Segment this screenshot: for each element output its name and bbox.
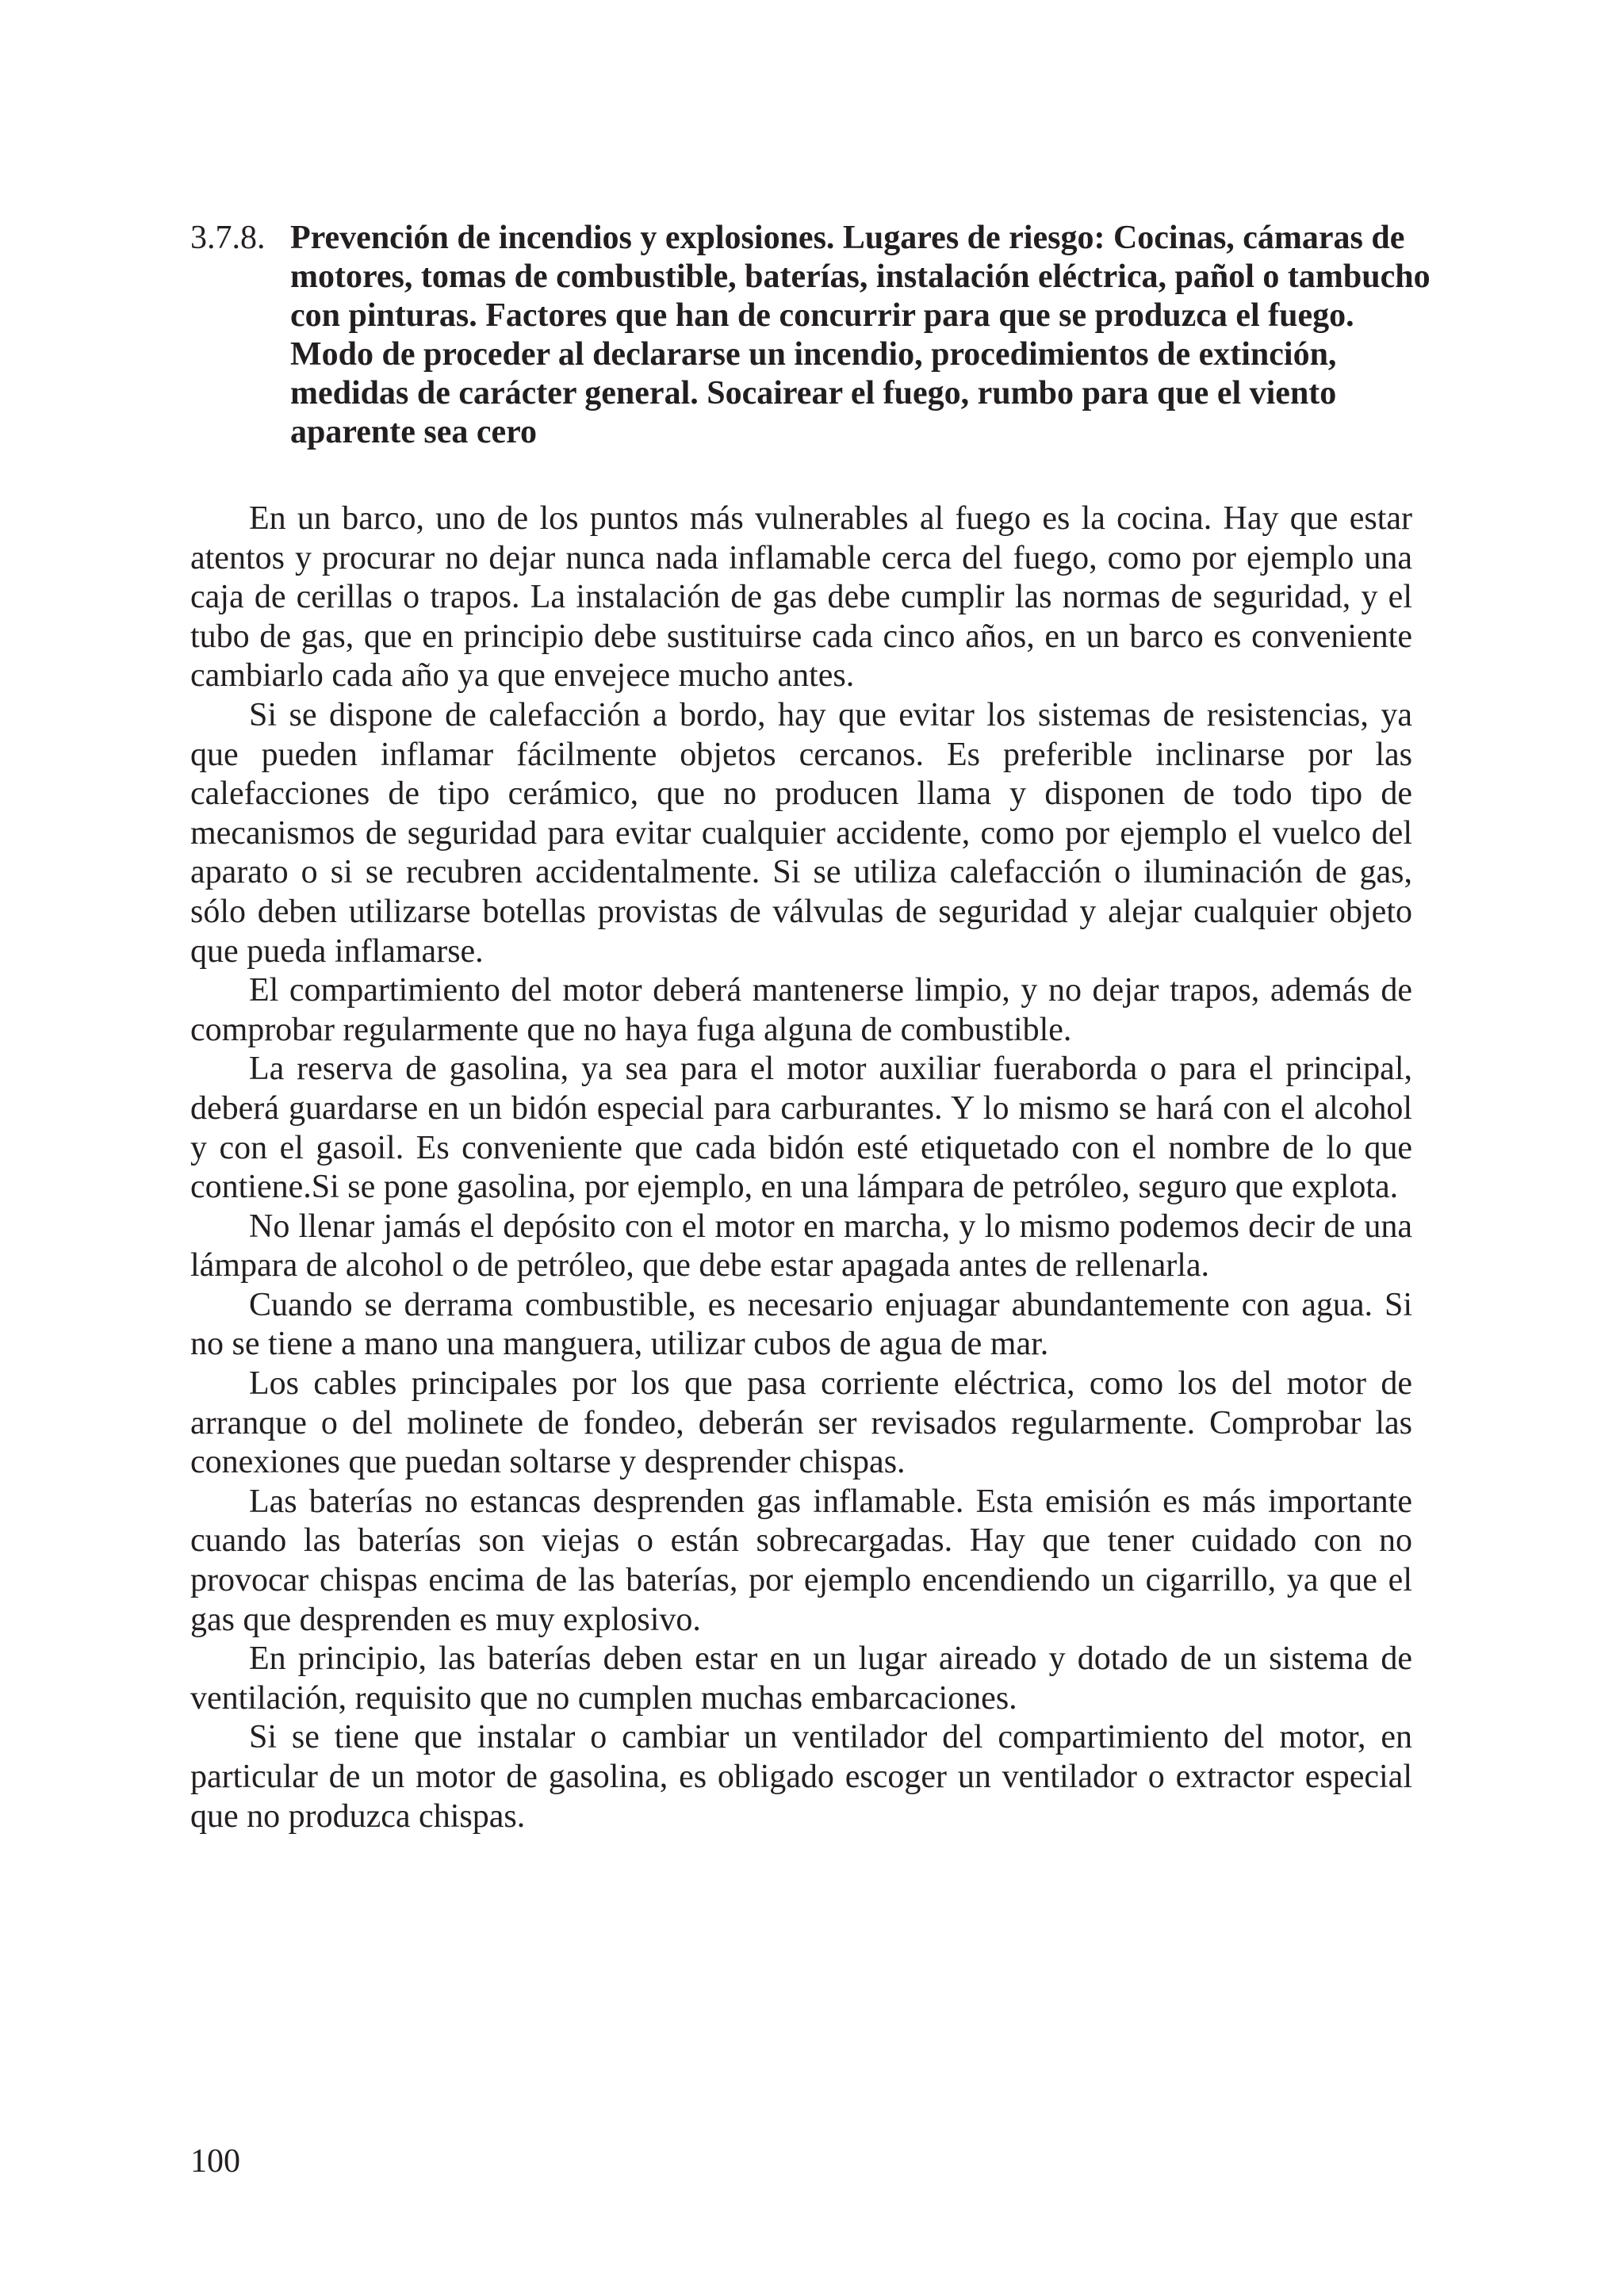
section-title: Prevención de incendios y explosiones. Lugares de riesgo: Cocinas, cámaras de motores, tomas de combustible, baterías, instalación eléctrica, pañol o tambucho con pinturas. Factores que han de concurrir para que se produzca el fuego. Modo de proceder al declararse un incendio, procedimientos de extinción, medidas de carácter general. Socairear el fuego, rumbo para que el viento aparente sea cero <box>290 220 1431 450</box>
section-number: 3.7.8. <box>190 220 266 256</box>
paragraph: Cuando se derrama combustible, es necesario enjuagar abundantemente con agua. Si no se tiene a mano una manguera, utilizar cubos de agua de mar. <box>190 1286 1412 1363</box>
paragraph: No llenar jamás el depósito con el motor en marcha, y lo mismo podemos decir de una lámpara de alcohol o de petróleo, que debe estar apagada antes de rellenarla. <box>190 1208 1412 1284</box>
paragraph: Las baterías no estancas desprenden gas inflamable. Esta emisión es más importante cuando las baterías son viejas o están sobrecargadas. Hay que tener cuidado con no provocar chispas encima de las baterías, por ejemplo encendiendo un cigarrillo, ya que el gas que desprenden es muy explosivo. <box>190 1483 1412 1638</box>
paragraph: Si se tiene que instalar o cambiar un ventilador del compartimiento del motor, en particular de un motor de gasolina, es obligado escoger un ventilador o extractor especial que no produzca chispas. <box>190 1719 1412 1835</box>
body-text <box>190 500 1412 1836</box>
paragraph: En un barco, uno de los puntos más vulnerables al fuego es la cocina. Hay que estar atentos y procurar no dejar nunca nada inflamable cerca del fuego, como por ejemplo una caja de cerillas o trapos. La instalación de gas debe cumplir las normas de seguridad, y el tubo de gas, que en principio debe sustituirse cada cinco años, en un barco es conveniente cambiarlo cada año ya que envejece mucho antes. <box>190 500 1412 695</box>
paragraph: Los cables principales por los que pasa corriente eléctrica, como los del motor de arranque o del molinete de fondeo, deberán ser revisados regularmente. Comprobar las conexiones que puedan soltarse y desprender chispas. <box>190 1365 1412 1481</box>
section-heading <box>190 219 1443 452</box>
page-number: 100 <box>190 2143 240 2180</box>
paragraph: El compartimiento del motor deberá mantenerse limpio, y no dejar trapos, además de comprobar regularmente que no haya fuga alguna de combustible. <box>190 972 1412 1048</box>
paragraph: En principio, las baterías deben estar en un lugar aireado y dotado de un sistema de ventilación, requisito que no cumplen muchas embarcaciones. <box>190 1640 1412 1717</box>
paragraph: La reserva de gasolina, ya sea para el motor auxiliar fueraborda o para el principal, deberá guardarse en un bidón especial para carburantes. Y lo mismo se hará con el alcohol y con el gasoil. Es conveniente que cada bidón esté etiquetado con el nombre de lo que contiene.Si se pone gasolina, por ejemplo, en una lámpara de petróleo, seguro que explota. <box>190 1051 1412 1206</box>
paragraph: Si se dispone de calefacción a bordo, hay que evitar los sistemas de resistencias, ya que pueden inflamar fácilmente objetos cercanos. Es preferible inclinarse por las calefacciones de tipo cerámico, que no producen llama y disponen de todo tipo de mecanismos de seguridad para evitar cualquier accidente, como por ejemplo el vuelco del aparato o si se recubren accidentalmente. Si se utiliza calefacción o iluminación de gas, sólo deben utilizarse botellas provistas de válvulas de seguridad y alejar cualquier objeto que pueda inflamarse. <box>190 696 1412 970</box>
